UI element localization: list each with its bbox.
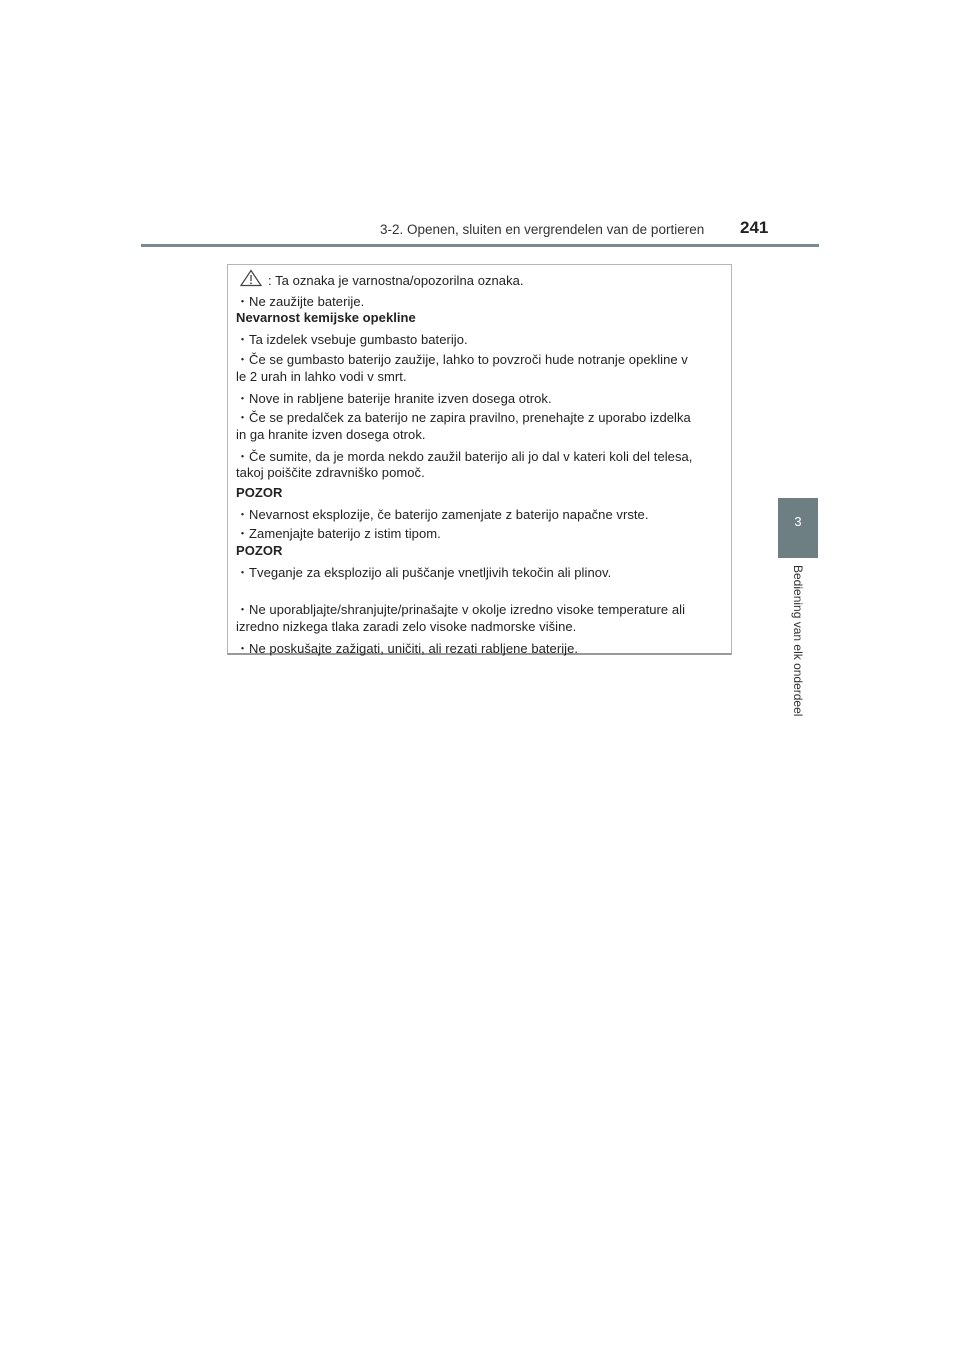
warning-line: ・Če sumite, da je morda nekdo zaužil baterijo ali jo dal v kateri koli del telesa, <box>236 449 693 464</box>
warning-heading-pozor: POZOR <box>236 543 283 558</box>
running-header-title: 3-2. Openen, sluiten en vergrendelen van de portieren <box>380 222 705 237</box>
warning-line: ・Če se predalček za baterijo ne zapira pravilno, prenehajte z uporabo izdelka <box>236 410 691 425</box>
warning-line: ・Nove in rabljene baterije hranite izven dosega otrok. <box>236 391 552 406</box>
warning-line: le 2 urah in lahko vodi v smrt. <box>236 369 407 384</box>
warning-symbol-note: : Ta oznaka je varnostna/opozorilna oznaka. <box>268 273 524 288</box>
warning-line: ・Tveganje za eksplozijo ali puščanje vnetljivih tekočin ali plinov. <box>236 565 612 580</box>
warning-line: in ga hranite izven dosega otrok. <box>236 427 426 442</box>
warning-line: ・Ne uporabljajte/shranjujte/prinašajte v okolje izredno visoke temperature ali <box>236 602 686 617</box>
header-rule <box>141 244 819 247</box>
warning-line: ・Nevarnost eksplozije, če baterijo zamenjate z baterijo napačne vrste. <box>236 507 649 522</box>
warning-line: izredno nizkega tlaka zaradi zelo visoke nadmorske višine. <box>236 619 577 634</box>
warning-heading-pozor: POZOR <box>236 485 283 500</box>
warning-line: ・Ne zaužijte baterije. <box>236 294 365 309</box>
warning-line: takoj poiščite zdravniško pomoč. <box>236 465 425 480</box>
warning-triangle-icon <box>240 269 262 287</box>
chapter-number: 3 <box>794 514 802 529</box>
warning-line: ・Če se gumbasto baterijo zaužije, lahko to povzroči hude notranje opekline v <box>236 352 688 367</box>
battery-warning-box <box>227 264 732 655</box>
warning-line: ・Ta izdelek vsebuje gumbasto baterijo. <box>236 332 468 347</box>
warning-line: ・Zamenjajte baterijo z istim tipom. <box>236 526 441 541</box>
warning-heading-chemical-burn: Nevarnost kemijske opekline <box>236 310 416 325</box>
page-number: 241 <box>740 218 769 237</box>
chapter-tab <box>778 498 818 558</box>
chapter-label: Bediening van elk onderdeel <box>791 565 805 717</box>
warning-line: ・Ne poskušajte zažigati, uničiti, ali rezati rabljene baterije. <box>236 641 579 656</box>
